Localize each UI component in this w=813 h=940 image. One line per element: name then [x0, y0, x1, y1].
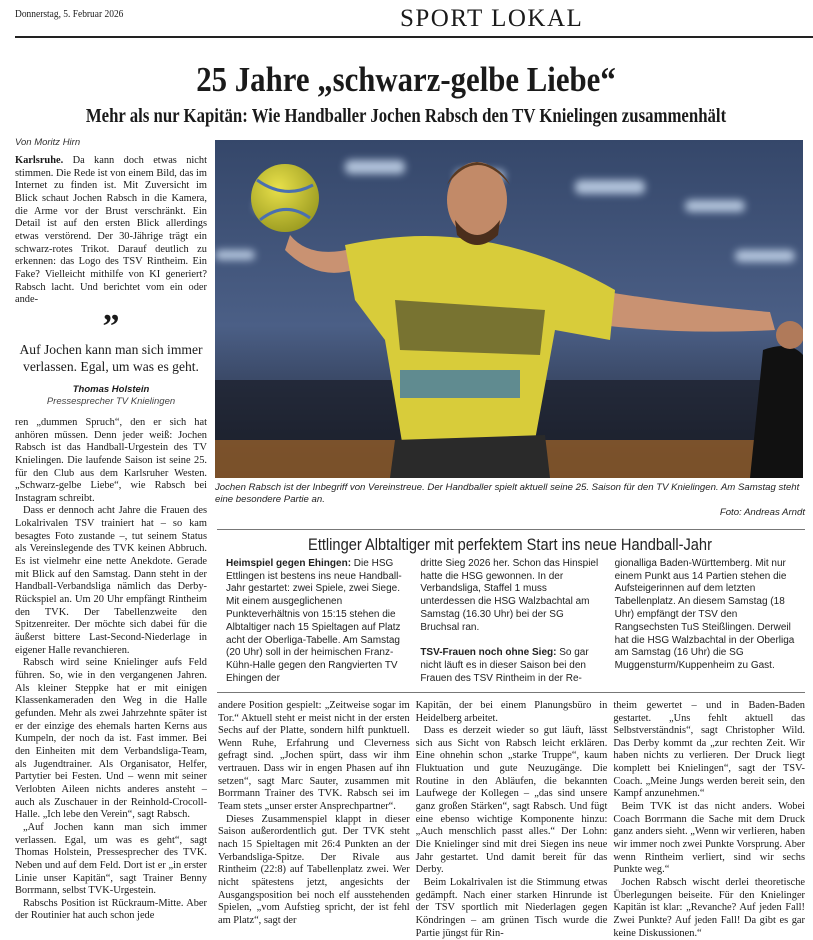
paragraph: Dass er dennoch acht Jahre die Frauen des Lokalrivalen TSV trainiert hat – so kam besagtes Foto zustande –, tut seinem Status als Vereinslegende des TVK keinen Abbruch. Es ist vielmehr eine nette Anekdote. Gerade mit Blick auf den Samstag. Dann steht in der Handball-Verbandsliga nämlich das Derby-Rückspiel an. Um 20 Uhr empfängt Rintheim den TVK. Der Tabellenzweite den Spitzenreiter. Der möchte sich dabei für die äußerst bittere Last-Second-Niederlage in eigener Halle revanchieren.: [15, 505, 207, 656]
paragraph: Rabschs Position ist Rückraum-Mitte. Aber der Routinier hat auch schon jede: [15, 897, 207, 922]
infobox-text: Die HSG Ettlingen ist bestens ins neue Handball-Jahr gestartet: zwei Spiele, zwei Siege. Mit einem ausgeglichenen Punkteverhältnis von 15:15 stehen die Albtaltiger nach 15 Spieltagen auf Platz acht der Oberliga-Tabelle. Am Samstag (20 Uhr) soll in der heimischen Franz-Kühn-Halle gegen den Rangvierten TV Ehingen der: [226, 557, 402, 685]
article-photo: [215, 140, 803, 478]
photo-caption: [215, 482, 805, 519]
infobox-lead: TSV-Frauen noch ohne Sieg:: [420, 647, 557, 659]
infobox-text: So gar nicht läuft es in dieser Saison bei den Frauen des TSV Rintheim in der Re-: [420, 647, 589, 685]
paragraph: ren „dummen Spruch“, den er sich hat anhören müssen. Denn jeder weiß: Jochen Rabsch ist das Handball-Urgestein des TV Knielingen. Die laufende Saison ist seine 25. für den Club aus dem Karlsruher Westen. „Schwarz-gelbe Liebe“, wie Rabsch bei Instagram schreibt.: [15, 416, 207, 504]
infobox-text: gionalliga Baden-Württemberg. Mit nur einem Punkt aus 14 Partien stehen die Aufsteigerinnen auf dem letzten Tabellenplatz. An diesem Samstag (18 Uhr) empfängt der TSV den Rangsechsten TuS Steißlingen. Derweil hat die HSG Walzbachtal in der Oberliga am Samstag (16 Uhr) die SG Muggensturm/Kuppenheim zu Gast.: [614, 557, 795, 672]
infobox-bottom-rule: [217, 692, 805, 693]
quote-mark-icon: ”: [102, 307, 120, 345]
infobox-heading-row: [215, 530, 805, 554]
caption-text: Jochen Rabsch ist der Inbegriff von Vereinstreue. Der Handballer spielt aktuell seine 25. Saison für den TV Knielingen. Am Samstag steht eine besondere Partie an.: [215, 482, 800, 506]
infobox-column: [615, 558, 797, 686]
subheadline: Mehr als nur Kapitän: Wie Handballer Jochen Rabsch den TV Knielingen zusammenhält: [85, 106, 727, 127]
paragraph: theim gewertet – und in Baden-Baden gestartet. „Uns fehlt aktuell das Selbstverständnis“, sagt Christopher Wild. Das Derby kommt da „zur rechten Zeit. Wir haben nichts zu verlieren. Der Druck liegt komplett bei Knielingen“, sagt der TSV-Coach. „Meine Jungs werden bereit sein, den Kampf anzunehmen.“: [613, 699, 806, 800]
intro-text: Da kann doch etwas nicht stimmen. Die Rede ist von einem Bild, das im Internet zu finden ist. Mit Zuversicht im Blick schaut Jochen Rabsch in die Kamera, die Arme vor der Brust verschränkt. Ein Detail ist auf den ersten Blick allerdings etwas verstörend. Der 30-Jährige trägt ein schwarz-rotes Trikot. Darauf deutlich zu erkennen: das Logo des TSV Rintheim. Ein Fake? Vielleicht mithilfe von KI generiert? Rabsch lacht. Und berichtet vom ein oder ande-: [15, 155, 207, 306]
infobox-column: [226, 558, 408, 686]
paragraph: Jochen Rabsch wischt derlei theoretische Überlegungen beiseite. Für den Knielinger Kapitän ist klar: „Revanche? Auf jeden Fall! Zwei Punkte? Auf jeden Fall! Da gibt es gar keine Diskussionen.“: [613, 877, 806, 939]
infobox-heading: Ettlinger Albtaltiger mit perfektem Start ins neue Handball-Jahr: [308, 534, 712, 554]
header-rule: [15, 36, 813, 38]
infobox-text: dritte Sieg 2026 her. Schon das Hinspiel hatte die HSG gewonnen. In der Verbandsliga, Staffel 1 muss unterdessen die HSG Walzbachtal am Samstag (16.30 Uhr) bei der SG Bruchsal ran.: [420, 557, 599, 633]
article-intro: [15, 155, 207, 307]
article-column: [416, 700, 608, 940]
paragraph: Kapitän, der bei einem Planungsbüro in Heidelberg arbeitet.: [415, 699, 608, 724]
paragraph: andere Position gespielt: „Zeitweise sogar im Tor.“ Aktuell steht er meist nicht in der ersten Sechs auf der Platte, sondern hilft punktuell. Wenn Ruhe, Erfahrung und Cleverness gefragt sind. „Jochen spürt, dass wir ihm vertrauen. Dass wir in engen Phasen auf ihn setzen“, sagt Marc Sauter, zusammen mit Borrmann Trainer des TVK. Rabsch sei im Team stets „unser erster Ansprechpartner“.: [218, 699, 410, 813]
paragraph: Beim Lokalrivalen ist die Stimmung etwas gedämpft. Nach einer starken Hinrunde ist der TSV sportlich mit Niederlagen gegen Köndringen – am grünen Tisch wurde die Partie jüngst für Rin-: [415, 877, 608, 939]
article-column-left: [15, 417, 207, 923]
left-column: [15, 137, 207, 923]
paragraph: „Auf Jochen kann man sich immer verlassen. Egal, um was es geht“, sagt Thomas Holstein, Pressesprecher des TVK. Neben und auf dem Feld. Dort ist er „in erster Linie unser Kapitän“, sagt Trainer Benny Borrmann, selbst TVK-Urgestein.: [15, 821, 207, 897]
pull-quote: [15, 307, 207, 407]
dateline: Karlsruhe.: [15, 155, 64, 166]
right-column: [215, 140, 805, 940]
paragraph: Beim TVK ist das nicht anders. Wobei Coach Borrmann die Sache mit dem Druck ganz anders sieht. „Wenn wir verlieren, haben wir immer noch zwei Punkte Vorsprung. Aber wenn Rintheim verliert, sind wir sechs Punkte weg.“: [613, 801, 806, 876]
photo-credit: Foto: Andreas Arndt: [719, 506, 805, 518]
paragraph: Dieses Zusammenspiel klappt in dieser Saison außerordentlich gut. Der TVK steht nach 15 Spieltagen mit 26:4 Punkten an der Verbandsliga-Spitze. Der Rivale aus Rintheim (22:8) auf Tabellenplatz zwei. Wer nicht spätestens jetzt, angesichts der Ausgangsposition bei noch elf ausstehenden Spielen, „vom Aufstieg spricht, der ist fehl am Platz“, sagt der: [218, 813, 410, 927]
paragraph: Rabsch wird seine Knielinger aufs Feld führen. So, wie in den vergangenen Jahren. Als kleiner Steppke hat er mit einigen Klassenkameraden den Weg in die Halle gefunden. Mehr als zwei Jahrzehnte später ist er der einzige des ehemals harten Kerns aus Kumpeln, der noch da ist. Fast immer. Bei den Einheiten mit dem Verbandsliga-Team, als Jugendtrainer. Als Organisator, Helfer, Partytier bei Festen. Und – wenn mit seiner Verlobten Aileen nichts anderes ansteht – auch als Zuschauer in der Reinhold-Crocoll-Halle. „Ich lebe den Verein“, sagt Rabsch.: [15, 657, 207, 821]
section-title: SPORT LOKAL: [400, 5, 584, 32]
article-column: [218, 700, 410, 940]
quote-author: Thomas Holstein: [72, 383, 150, 395]
article-column: [613, 700, 805, 940]
byline: Von Moritz Hirn: [15, 137, 81, 148]
handball-player-photo: [215, 140, 803, 478]
headline: 25 Jahre „schwarz-gelbe Liebe“: [196, 60, 616, 99]
quote-text: Auf Jochen kann man sich immer verlassen. Egal, um was es geht.: [19, 341, 203, 375]
paragraph: Dass es derzeit wieder so gut läuft, lässt sich aus Sicht von Rabsch leicht erklären. Eine ohnehin schon „starke Truppe“, kaum Fluktuation und gute Neuzugänge. Die Routine in den Abläufen, die bekannten Laufwege der Kollegen – „das sind unsere ganz großen Stärken“, sagt Rabsch. Und fügt eine ebenso wichtige Komponente hinzu: „Auch menschlich passt alles.“ Der Lohn: Die Knielinger sind mit drei Siegen ins neue Jahr gestartet. Und damit bereit für das Derby.: [415, 725, 608, 876]
quote-role: Pressesprecher TV Knielingen: [46, 395, 176, 407]
infobox-lead: Heimspiel gegen Ehingen:: [226, 557, 352, 569]
infobox-column: [420, 558, 602, 686]
issue-date: Donnerstag, 5. Februar 2026: [15, 9, 124, 20]
bottom-columns: [215, 700, 805, 940]
infobox: [215, 554, 805, 692]
